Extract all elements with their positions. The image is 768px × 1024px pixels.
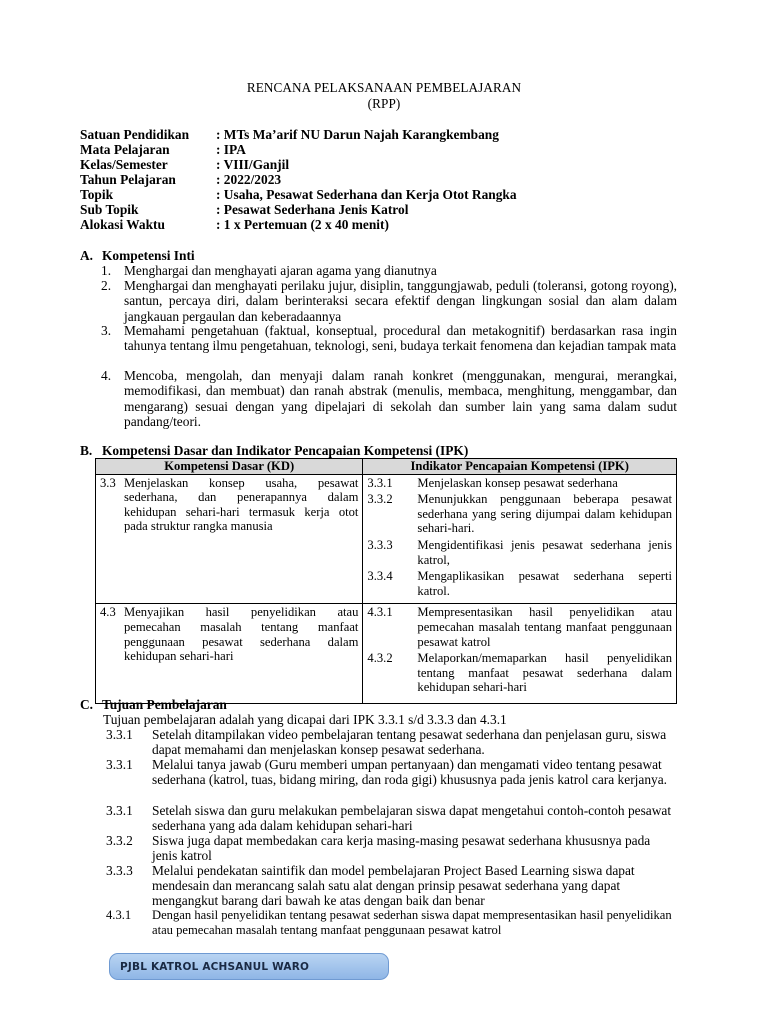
identity-key: Tahun Pelajaran bbox=[80, 172, 176, 187]
table-header-kd: Kompetensi Dasar (KD) bbox=[96, 459, 363, 475]
identity-key: Kelas/Semester bbox=[80, 157, 168, 172]
footer-label: PJBL KATROL ACHSANUL WARO bbox=[109, 953, 389, 980]
identity-value: : Usaha, Pesawat Sederhana dan Kerja Otot Rangka bbox=[216, 187, 517, 202]
identity-key: Topik bbox=[80, 187, 114, 202]
kd-text: Menyajikan hasil penyelidikan atau pemecahan masalah tentang manfaat penggunaan pesawat sederhana dalam kehidupan sehari-hari bbox=[124, 605, 359, 664]
identity-value: : VIII/Ganjil bbox=[216, 157, 290, 172]
ki-item-4: 4. Mencoba, mengolah, dan menyaji dalam ranah konkret (menggunakan, mengurai, merangkai, memodifikasi, dan membuat) dan ranah abstrak (menulis, membaca, menghitung, menggambar, dan mengarang) sesuai dengan yang dipelajari di sekolah dan sumber lain yang sama dalam sudut pandang/teori. bbox=[101, 368, 677, 430]
tp-item-4: 3.3.2 Siswa juga dapat membedakan cara kerja masing-masing pesawat sederhana khususnya pada jenis katrol bbox=[106, 833, 651, 864]
table-header-ipk: Indikator Pencapaian Kompetensi (IPK) bbox=[363, 459, 677, 475]
identity-value: : 2022/2023 bbox=[216, 172, 282, 187]
table-row bbox=[96, 604, 677, 704]
identity-row-mapel bbox=[80, 142, 246, 157]
tp-item-2: 3.3.1 Melalui tanya jawab (Guru memberi umpan pertanyaan) dan mengamati video tentang pesawat sederhana (katrol, tuas, bidang miring, dan roda gigi) khususnya pada jenis katrol cara kerjanya. bbox=[106, 757, 667, 788]
table-row bbox=[96, 474, 677, 604]
identity-key: Satuan Pendidikan bbox=[80, 127, 190, 142]
ki-item-3: 3. Memahami pengetahuan (faktual, konseptual, procedural dan metakognitif) berdasarkan rasa ingin tahunya tentang ilmu pengetahuan, teknologi, seni, budaya terkait fenomena dan kejadian tampak mata bbox=[101, 323, 677, 354]
ipk-item: 3.3.4 Mengaplikasikan pesawat sederhana seperti katrol. bbox=[367, 569, 672, 598]
kd-code: 3.3 bbox=[100, 475, 116, 490]
identity-key: Sub Topik bbox=[80, 202, 139, 217]
identity-row-tahun bbox=[80, 172, 281, 187]
document-subtitle: (RPP) bbox=[367, 96, 401, 111]
section-b-heading: B. Kompetensi Dasar dan Indikator Pencapaian Kompetensi (IPK) bbox=[80, 443, 469, 458]
ki-item-1: 1. Menghargai dan menghayati ajaran agama yang dianutnya bbox=[101, 263, 437, 278]
identity-value: : IPA bbox=[216, 142, 246, 157]
ipk-item: 3.3.3 Mengidentifikasi jenis pesawat sederhana jenis katrol, bbox=[367, 537, 672, 567]
ipk-item: 3.3.1 Menjelaskan konsep pesawat sederhana bbox=[367, 475, 618, 490]
identity-value: : 1 x Pertemuan (2 x 40 menit) bbox=[216, 217, 389, 232]
kd-cell bbox=[96, 474, 363, 604]
section-c-intro: Tujuan pembelajaran adalah yang dicapai dari IPK 3.3.1 s/d 3.3.3 dan 4.3.1 bbox=[103, 712, 507, 727]
kd-cell bbox=[96, 604, 363, 704]
identity-value: : Pesawat Sederhana Jenis Katrol bbox=[216, 202, 409, 217]
tp-item-6: 4.3.1 Dengan hasil penyelidikan tentang pesawat sederhan siswa dapat mempresentasikan hasil penyelidikan atau pemecahan masalah tentang manfaat penggunaan pesawat katrol bbox=[106, 908, 672, 938]
ipk-cell bbox=[363, 604, 677, 704]
section-a-heading: A. Kompetensi Inti bbox=[80, 248, 195, 263]
tp-item-1: 3.3.1 Setelah ditampilakan video pembelajaran tentang pesawat sederhana dan penjelasan guru, siswa dapat memahami dan menjelaskan konsep pesawat sederhana. bbox=[106, 727, 667, 758]
identity-row-topik bbox=[80, 187, 517, 202]
document-title: RENCANA PELAKSANAAN PEMBELAJARAN bbox=[246, 80, 522, 95]
ipk-item: 4.3.1 Mempresentasikan hasil penyelidikan atau pemecahan masalah tentang manfaat penggunaan pesawat katrol bbox=[367, 605, 672, 649]
section-c-heading: C. Tujuan Pembelajaran bbox=[80, 697, 227, 712]
identity-row-satuan bbox=[80, 127, 499, 142]
identity-row-alokasi bbox=[80, 217, 389, 232]
tp-item-3: 3.3.1 Setelah siswa dan guru melakukan pembelajaran siswa dapat mengetahui contoh-contoh pesawat sederhana yang ada dalam kehidupan sehari-hari bbox=[106, 803, 672, 834]
ipk-item: 3.3.2 Menunjukkan penggunaan beberapa pesawat sederhana yang sering dijumpai dalam kehidupan sehari-hari. bbox=[367, 492, 672, 536]
identity-value: : MTs Ma’arif NU Darun Najah Karangkembang bbox=[216, 127, 499, 142]
tp-item-5: 3.3.3 Melalui pendekatan saintifik dan model pembelajaran Project Based Learning siswa dapat mendesain dan merancang salah satu alat dengan prinsip pesawat sederhana yang dapat mengangkut barang dari bawah ke atas dengan baik dan benar bbox=[106, 863, 635, 909]
identity-key: Alokasi Waktu bbox=[80, 217, 165, 232]
kd-text: Menjelaskan konsep usaha, pesawat sederhana, dan penerapannya dalam kehidupan sehari-hari termasuk kerja otot pada struktur rangka manusia bbox=[124, 475, 359, 534]
identity-row-subtopik bbox=[80, 202, 408, 217]
identity-key: Mata Pelajaran bbox=[80, 142, 170, 157]
kd-ipk-table bbox=[95, 458, 677, 704]
kd-code: 4.3 bbox=[100, 605, 116, 620]
identity-row-kelas bbox=[80, 157, 289, 172]
table-header-row bbox=[96, 459, 677, 475]
ipk-cell bbox=[363, 474, 677, 604]
ipk-item: 4.3.2 Melaporkan/memaparkan hasil penyelidikan tentang manfaat pesawat sederhana dalam kehidupan sehari-hari bbox=[367, 651, 672, 695]
ki-item-2: 2. Menghargai dan menghayati perilaku jujur, disiplin, tanggungjawab, peduli (toleransi, gotong royong), santun, percaya diri, dalam berinteraksi secara efektif dengan lingkungan sosial dan alam dalam jangkauan pergaulan dan keberadaannya bbox=[101, 278, 677, 324]
